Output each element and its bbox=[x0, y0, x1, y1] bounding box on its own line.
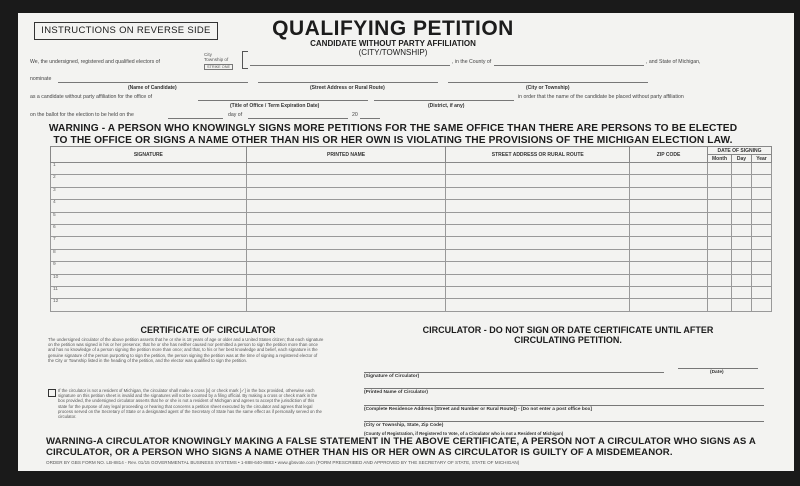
table-row bbox=[51, 274, 772, 286]
state-text: , and State of Michigan, bbox=[646, 59, 701, 65]
year-cell[interactable] bbox=[751, 187, 771, 199]
signature-cell[interactable]: 8 bbox=[51, 249, 247, 261]
day-cell[interactable] bbox=[732, 224, 752, 236]
circulator-address-field[interactable] bbox=[364, 405, 764, 406]
street-address-cell[interactable] bbox=[446, 249, 630, 261]
circulator-city-field[interactable] bbox=[364, 421, 764, 422]
instructions-box: INSTRUCTIONS ON REVERSE SIDE bbox=[34, 22, 218, 40]
zip-code-cell[interactable] bbox=[630, 274, 708, 286]
date-of-signing-header: DATE OF SIGNING bbox=[708, 147, 772, 155]
street-address-cell[interactable] bbox=[446, 224, 630, 236]
printed-name-cell[interactable] bbox=[246, 200, 446, 212]
day-cell[interactable] bbox=[732, 262, 752, 274]
county-field[interactable] bbox=[494, 65, 644, 66]
year-cell[interactable] bbox=[751, 200, 771, 212]
township-option: Township of bbox=[204, 57, 229, 62]
candidate-city-field[interactable] bbox=[448, 82, 648, 83]
year-cell[interactable] bbox=[751, 212, 771, 224]
table-row bbox=[51, 187, 772, 199]
year-cell[interactable] bbox=[751, 163, 771, 175]
signature-cell[interactable]: 9 bbox=[51, 262, 247, 274]
day-cell[interactable] bbox=[732, 274, 752, 286]
day-cell[interactable] bbox=[732, 286, 752, 298]
nonresident-text: If the circulator is not a resident of Michigan, the circulator shall make a cross [x] or check mark [✓] in the box provided, otherwise each signature on this petition sheet is invalid and the signatures will not be counted by a filing official. By making a cross or check mark in the box provided, the undersigned circulator asserts that he or she is not a resident of Michigan and agrees to accept the jurisdiction of this state for the purpose of any legal proceeding or hearing that concerns a petition sheet executed by the circulator and agrees that legal process served on the Secretary of State or a designated agent of the Secretary of State has the same effect as if personally served on the circulator. bbox=[58, 388, 322, 420]
day-cell[interactable] bbox=[732, 249, 752, 261]
year-cell[interactable] bbox=[751, 274, 771, 286]
printed-name-cell[interactable] bbox=[246, 237, 446, 249]
day-cell[interactable] bbox=[732, 212, 752, 224]
printed-name-cell[interactable] bbox=[246, 274, 446, 286]
zip-code-cell[interactable] bbox=[630, 249, 708, 261]
table-row bbox=[51, 224, 772, 236]
county-text: , in the County of bbox=[452, 59, 492, 65]
table-row bbox=[51, 262, 772, 274]
misdemeanor-warning: WARNING-A CIRCULATOR KNOWINGLY MAKING A FALSE STATEMENT IN THE ABOVE CERTIFICATE, A PERSON NOT A CIRCULATOR WHO SIGNS AS A CIRCULATOR, OR A PERSON WHO SIGNS A NAME OTHER THAN HIS OR HER OWN AS CIRCULATOR IS GUILTY OF A MISDEMEANOR. bbox=[46, 436, 756, 458]
order-text: in order that the name of the candidate be placed without party affiliation bbox=[518, 94, 684, 100]
printed-name-cell[interactable] bbox=[246, 249, 446, 261]
street-address-cell[interactable] bbox=[446, 286, 630, 298]
zip-code-cell[interactable] bbox=[630, 187, 708, 199]
year-cell[interactable] bbox=[751, 224, 771, 236]
zip-code-cell[interactable] bbox=[630, 299, 708, 311]
signature-cell[interactable]: 1 bbox=[51, 163, 247, 175]
year-cell[interactable] bbox=[751, 299, 771, 311]
petition-sheet bbox=[18, 13, 794, 471]
district-field[interactable] bbox=[374, 100, 514, 101]
circulator-printed-name-field[interactable] bbox=[364, 388, 764, 389]
month-cell[interactable] bbox=[708, 212, 732, 224]
day-cell[interactable] bbox=[732, 175, 752, 187]
nonresident-checkbox[interactable] bbox=[48, 389, 56, 397]
signature-cell[interactable]: 7 bbox=[51, 237, 247, 249]
month-cell[interactable] bbox=[708, 262, 732, 274]
circulator-date-field[interactable] bbox=[678, 368, 758, 369]
year-cell[interactable] bbox=[751, 286, 771, 298]
signature-cell[interactable]: 4 bbox=[51, 200, 247, 212]
circulator-signature-field[interactable] bbox=[364, 372, 664, 373]
day-cell[interactable] bbox=[732, 163, 752, 175]
year-header: Year bbox=[751, 155, 771, 163]
circulator-county-label: (County of Registration, if Registered to Vote, of a Circulator who is not a Resident of Michigan) bbox=[364, 431, 564, 436]
year-cell[interactable] bbox=[751, 262, 771, 274]
zip-code-cell[interactable] bbox=[630, 212, 708, 224]
month-cell[interactable] bbox=[708, 224, 732, 236]
day-cell[interactable] bbox=[732, 237, 752, 249]
street-address-cell[interactable] bbox=[446, 200, 630, 212]
nominate-text: nominate bbox=[30, 76, 52, 82]
table-row bbox=[51, 175, 772, 187]
candidate-name-field[interactable] bbox=[58, 82, 248, 83]
signature-cell[interactable]: 10 bbox=[51, 274, 247, 286]
zip-code-header: ZIP CODE bbox=[630, 147, 708, 163]
zip-code-cell[interactable] bbox=[630, 224, 708, 236]
day-cell[interactable] bbox=[732, 299, 752, 311]
circulator-heading: CIRCULATOR - DO NOT SIGN OR DATE CERTIFICATE UNTIL AFTER CIRCULATING PETITION. bbox=[422, 325, 714, 345]
electors-text: We, the undersigned, registered and qualified electors of bbox=[30, 59, 160, 65]
street-address-cell[interactable] bbox=[446, 237, 630, 249]
district-label: (District, if any) bbox=[428, 103, 465, 109]
city-township-label: (CITY/TOWNSHIP) bbox=[358, 48, 428, 57]
printed-name-header: PRINTED NAME bbox=[246, 147, 446, 163]
form-footer: ORDER BY GBS FORM NO. LB-8814 - Rev. 01/15 GOVERNMENTAL BUSINESS SYSTEMS • 1-888-640-8883 • www.gbsvote.com (FORM PRESCRIBED AND APPROVED BY THE SECRETARY OF STATE, STATE OF MICHIGAN) bbox=[46, 460, 520, 465]
printed-name-cell[interactable] bbox=[246, 175, 446, 187]
street-address-cell[interactable] bbox=[446, 163, 630, 175]
signature-cell[interactable]: 11 bbox=[51, 286, 247, 298]
street-address-cell[interactable] bbox=[446, 262, 630, 274]
table-row bbox=[51, 299, 772, 311]
table-row bbox=[51, 286, 772, 298]
city-option: City bbox=[204, 52, 212, 57]
signature-table bbox=[50, 146, 772, 312]
strike-one-label: STRIKE ONE bbox=[204, 64, 233, 70]
table-row bbox=[51, 249, 772, 261]
printed-name-cell[interactable] bbox=[246, 262, 446, 274]
day-header: Day bbox=[732, 155, 752, 163]
circulator-date-label: (Date) bbox=[710, 370, 724, 375]
certificate-heading: CERTIFICATE OF CIRCULATOR bbox=[140, 325, 276, 335]
table-row bbox=[51, 212, 772, 224]
month-cell[interactable] bbox=[708, 249, 732, 261]
month-cell[interactable] bbox=[708, 163, 732, 175]
office-title-label: (Title of Office / Term Expiration Date) bbox=[230, 103, 320, 109]
year-prefix: 20 bbox=[352, 112, 358, 118]
circulator-city-label: (City or Township, State, Zip Code) bbox=[364, 423, 444, 428]
day-cell[interactable] bbox=[732, 187, 752, 199]
signature-cell[interactable]: 3 bbox=[51, 187, 247, 199]
street-address-cell[interactable] bbox=[446, 299, 630, 311]
certificate-body: The undersigned circulator of the above petition asserts that he or she is 18 years of age or older and a United States citizen; that each signature on the petition was signed in his or her presence; that he or she has neither caused nor permitted a person to sign the petition more than once and has no knowledge of a person signing the petition more than once; and that, to his or her best knowledge and belief, each signature is the genuine signature of the person purporting to sign the petition, the person signing the petition was at the time of signing a registered elector of the City or Township listed in the heading of the petition, and the elector was qualified to sign the petition. bbox=[48, 337, 324, 363]
month-header: Month bbox=[708, 155, 732, 163]
election-month-field[interactable] bbox=[248, 118, 348, 119]
day-cell[interactable] bbox=[732, 200, 752, 212]
city-township-field[interactable] bbox=[250, 65, 450, 66]
printed-name-cell[interactable] bbox=[246, 187, 446, 199]
printed-name-cell[interactable] bbox=[246, 212, 446, 224]
circulator-printed-name-label: (Printed Name of Circulator) bbox=[364, 390, 428, 395]
street-address-label: (Street Address or Rural Route) bbox=[310, 85, 385, 91]
month-cell[interactable] bbox=[708, 175, 732, 187]
election-day-field[interactable] bbox=[168, 118, 223, 119]
ballot-text: on the ballot for the election to be held on the bbox=[30, 112, 134, 118]
signature-cell[interactable]: 6 bbox=[51, 224, 247, 236]
zip-code-cell[interactable] bbox=[630, 286, 708, 298]
office-text: as a candidate without party affiliation for the office of bbox=[30, 94, 153, 100]
month-cell[interactable] bbox=[708, 187, 732, 199]
month-cell[interactable] bbox=[708, 299, 732, 311]
table-row bbox=[51, 200, 772, 212]
signature-cell[interactable]: 12 bbox=[51, 299, 247, 311]
month-cell[interactable] bbox=[708, 286, 732, 298]
zip-code-cell[interactable] bbox=[630, 262, 708, 274]
table-row bbox=[51, 237, 772, 249]
zip-code-cell[interactable] bbox=[630, 175, 708, 187]
zip-code-cell[interactable] bbox=[630, 163, 708, 175]
day-of-text: day of bbox=[228, 112, 243, 118]
zip-code-cell[interactable] bbox=[630, 237, 708, 249]
name-of-candidate-label: (Name of Candidate) bbox=[128, 85, 177, 91]
year-cell[interactable] bbox=[751, 175, 771, 187]
month-cell[interactable] bbox=[708, 200, 732, 212]
street-address-header: STREET ADDRESS OR RURAL ROUTE bbox=[446, 147, 630, 163]
circulator-signature-label: (Signature of Circulator) bbox=[364, 374, 420, 379]
street-address-cell[interactable] bbox=[446, 274, 630, 286]
page-subtitle: CANDIDATE WITHOUT PARTY AFFILIATION bbox=[310, 39, 476, 48]
election-law-warning: WARNING - A PERSON WHO KNOWINGLY SIGNS MORE PETITIONS FOR THE SAME OFFICE THAN THERE ARE PERSONS TO BE ELECTED TO THE OFFICE OR SIGNS A NAME OTHER THAN HIS OR HER OWN IS VIOLATING THE PROVISIONS OF THE MICHIGAN ELECTION LAW. bbox=[48, 123, 738, 146]
page-title: QUALIFYING PETITION bbox=[272, 17, 514, 40]
printed-name-cell[interactable] bbox=[246, 299, 446, 311]
street-address-cell[interactable] bbox=[446, 175, 630, 187]
table-row bbox=[51, 163, 772, 175]
zip-code-cell[interactable] bbox=[630, 200, 708, 212]
signature-cell[interactable]: 5 bbox=[51, 212, 247, 224]
month-cell[interactable] bbox=[708, 274, 732, 286]
candidate-street-field[interactable] bbox=[258, 82, 438, 83]
city-bracket bbox=[242, 51, 248, 69]
signature-header: SIGNATURE bbox=[51, 147, 247, 163]
city-township-sub-label: (City or Township) bbox=[526, 85, 570, 91]
street-address-cell[interactable] bbox=[446, 212, 630, 224]
circulator-address-label: (Complete Residence Address [Street and Number or Rural Route]) - [Do not enter a post office box] bbox=[364, 407, 592, 412]
street-address-cell[interactable] bbox=[446, 187, 630, 199]
year-cell[interactable] bbox=[751, 249, 771, 261]
printed-name-cell[interactable] bbox=[246, 286, 446, 298]
office-field[interactable] bbox=[198, 100, 368, 101]
printed-name-cell[interactable] bbox=[246, 224, 446, 236]
month-cell[interactable] bbox=[708, 237, 732, 249]
year-cell[interactable] bbox=[751, 237, 771, 249]
signature-cell[interactable]: 2 bbox=[51, 175, 247, 187]
printed-name-cell[interactable] bbox=[246, 163, 446, 175]
election-year-field[interactable] bbox=[360, 118, 380, 119]
